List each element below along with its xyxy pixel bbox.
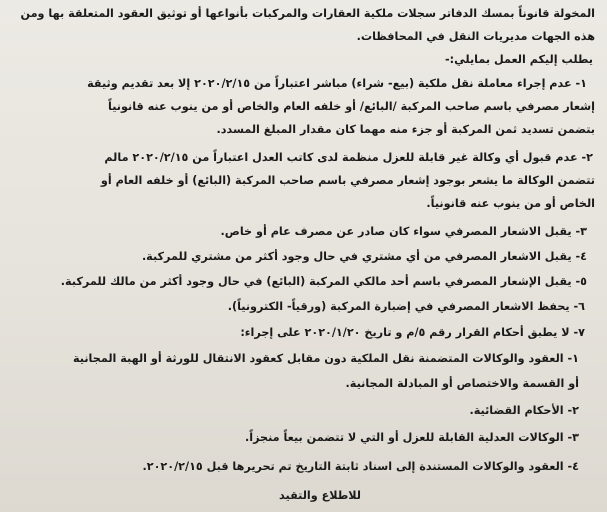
doc-line-5: إشعار مصرفي باسم صاحب المركبة /البائع/ أو خلفه العام والخاص أو من ينوب عنه قانونياً [108,100,595,113]
doc-line-19: ٤- العقود والوكالات المستندة إلى اسناد ثابتة التاريخ تم تحريرها قبل ٢٠٢٠/٢/١٥. [142,460,579,473]
doc-closing-line: للاطلاع والتقيد [279,489,361,502]
doc-line-13: ٦- يحفظ الاشعار المصرفي في إضبارة المركبة (ورقياً- الكترونياً). [227,300,585,313]
doc-line-2: هذه الجهات مديريات النقل في المحافظات. [356,30,595,43]
doc-line-4: ١- عدم إجراء معاملة نقل ملكية (بيع- شراء) مباشر اعتباراً من ٢٠٢٠/٢/١٥ إلا بعد تقديم وثيقة [87,77,587,90]
doc-line-14: ٧- لا يطبق أحكام القرار رقم ٥/م و تاريخ ٢٠٢٠/١/٢٠ على إجراء: [240,326,585,339]
doc-line-12: ٥- يقبل الإشعار المصرفي باسم أحد مالكي المركبة (البائع) في حال وجود أكثر من مالك للمركبة. [60,275,587,288]
doc-line-1: المخولة قانوناً بمسك الدفاتر سجلات ملكية العقارات والمركبات بأنواعها أو توثيق العقود المتعلقة بها ومن [20,7,595,20]
doc-line-10: ٣- يقبل الاشعار المصرفي سواء كان صادر عن مصرف عام أو خاص. [220,225,587,238]
doc-line-18: ٣- الوكالات العدلية القابلة للعزل أو التي لا تتضمن بيعاً منجزاً. [244,431,579,444]
doc-line-16: أو القسمة والاختصاص أو المبادلة المجانية. [345,377,579,390]
doc-line-9: الخاص أو من ينوب عنه قانونياً. [426,197,595,210]
doc-line-8: تتضمن الوكالة ما يشعر بوجود إشعار مصرفي باسم صاحب المركبة (البائع) أو خلفه العام أو [100,174,595,187]
doc-line-6: بتضمن تسديد ثمن المركبة أو جزء منه مهما كان مقدار المبلغ المسدد. [216,123,595,136]
doc-line-15: ١- العقود والوكالات المتضمنة نقل الملكية دون مقابل كعقود الانتقال للورثة أو الهبة المجانية [73,352,579,365]
doc-line-3: يطلب إليكم العمل بمايلي:- [444,53,593,66]
doc-line-17: ٢- الأحكام القضائية. [469,404,579,417]
doc-line-7: ٢- عدم قبول أي وكالة غير قابلة للعزل منظمة لدى كاتب العدل اعتباراً من ٢٠٢٠/٢/١٥ مالم [104,151,593,164]
doc-line-11: ٤- يقبل الاشعار المصرفي من أي مشتري في حال وجود أكثر من مشتري للمركبة. [141,250,587,263]
